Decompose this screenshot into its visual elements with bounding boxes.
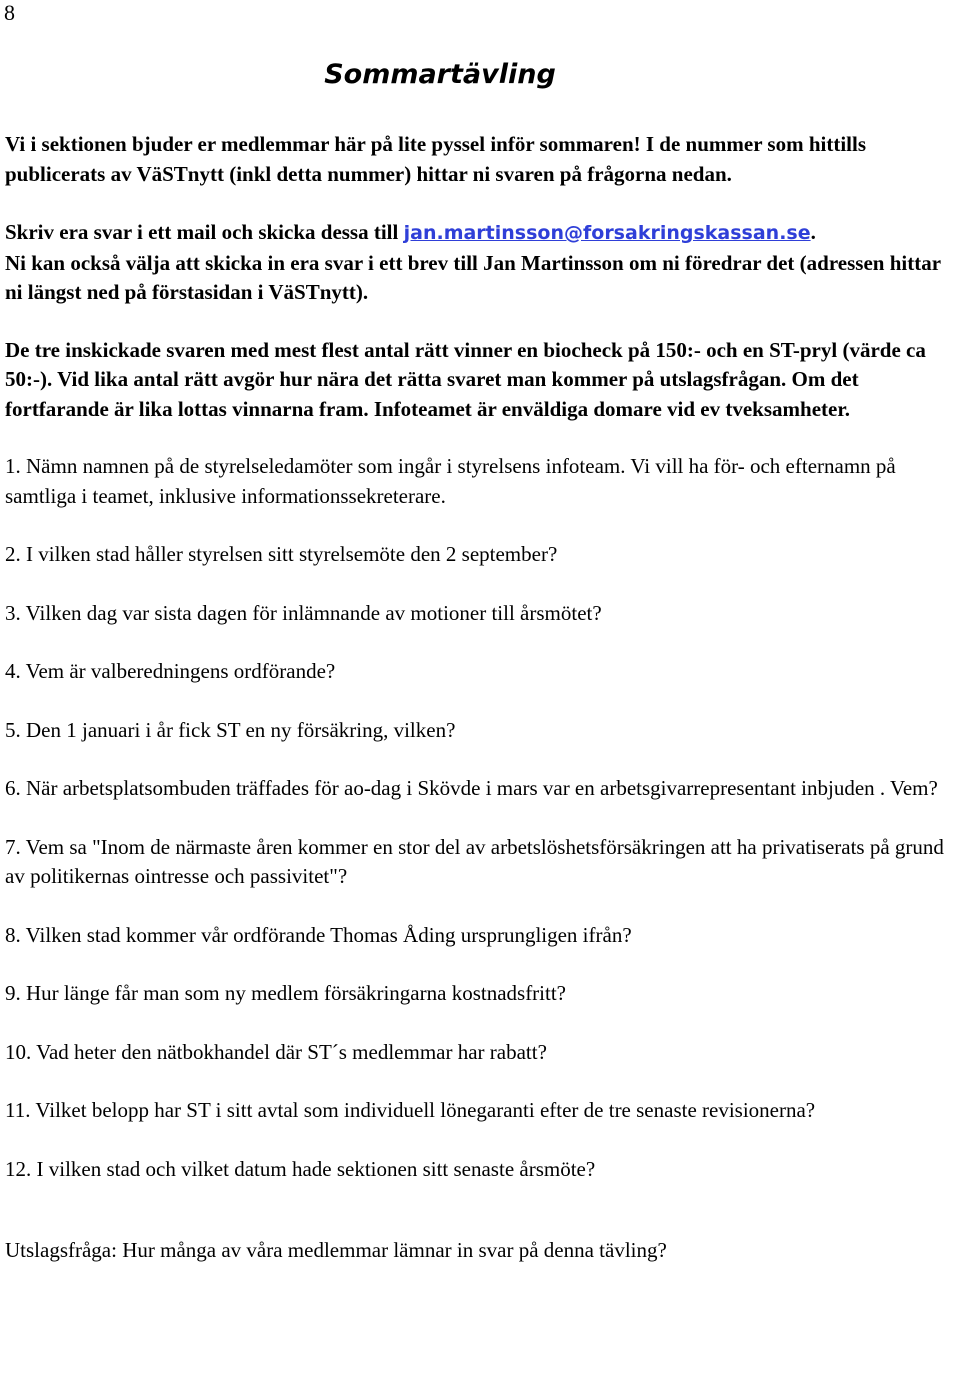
rules-paragraph: De tre inskickade svaren med mest flest antal rätt vinner en biocheck på 150:- och en ST-pryl (värde ca 50:-). Vid lika antal rätt avgör hur nära det rätta svaret man kommer på utslagsfrågan. Om det fortfarande är lika lottas vinnarna fram. Infoteamet är enväldiga domare vid ev tveksamheter. xyxy=(5,337,926,421)
intro-paragraph: Vi i sektionen bjuder er medlemmar här på lite pyssel inför sommaren! I de nummer som hittills publicerats av VäSTnytt (inkl detta nummer) hittar ni svaren på frågorna nedan. xyxy=(5,132,866,186)
article-body xyxy=(5,130,955,1266)
question-12: 12. I vilken stad och vilket datum hade sektionen sitt senaste årsmöte? xyxy=(5,1156,596,1181)
letter-instruction: Ni kan också välja att skicka in era svar i ett brev till Jan Martinsson om ni föredrar det (adressen hittar ni längst ned på förstasidan i VäSTnytt). xyxy=(5,250,941,304)
question-10: 10. Vad heter den nätbokhandel där ST´s medlemmar har rabatt? xyxy=(5,1039,547,1064)
question-2: 2. I vilken stad håller styrelsen sitt styrelsemöte den 2 september? xyxy=(5,542,558,566)
email-instruction xyxy=(5,218,955,308)
email-link[interactable]: jan.martinsson@forsakringskassan.se xyxy=(403,222,811,244)
page-number: 8 xyxy=(4,0,15,25)
question-5: 5. Den 1 januari i år fick ST en ny försäkring, vilken? xyxy=(5,717,456,742)
question-1: 1. Nämn namnen på de styrelseledamöter som ingår i styrelsens infoteam. Vi vill ha för- och efternamn på samtliga i teamet, inklusive informationssekreterare. xyxy=(5,454,896,508)
question-7: 7. Vem sa "Inom de närmaste åren kommer en stor del av arbetslöshetsförsäkringen att ha privatiserats på grund av politikernas ointresse och passivitet"? xyxy=(5,834,944,888)
question-3: 3. Vilken dag var sista dagen för inlämnande av motioner till årsmötet? xyxy=(5,600,602,625)
question-8: 8. Vilken stad kommer vår ordförande Thomas Åding ursprungligen ifrån? xyxy=(5,922,632,947)
question-9: 9. Hur länge får man som ny medlem försäkringarna kostnadsfritt? xyxy=(5,981,567,1005)
question-6: 6. När arbetsplatsombuden träffades för ao-dag i Skövde i mars var en arbetsgivarrepresentant inbjuden . Vem? xyxy=(5,776,938,800)
tiebreaker-question: Utslagsfråga: Hur många av våra medlemmar lämnar in svar på denna tävling? xyxy=(5,1238,667,1262)
email-instruction-text: Skriv era svar i ett mail och skicka dessa till xyxy=(5,220,404,244)
email-instruction-end: . xyxy=(810,220,816,244)
question-4: 4. Vem är valberedningens ordförande? xyxy=(5,659,336,683)
question-11: 11. Vilket belopp har ST i sitt avtal som individuell lönegaranti efter de tre senaste revisionerna? xyxy=(5,1098,816,1122)
page-title: Sommartävling xyxy=(324,59,556,90)
